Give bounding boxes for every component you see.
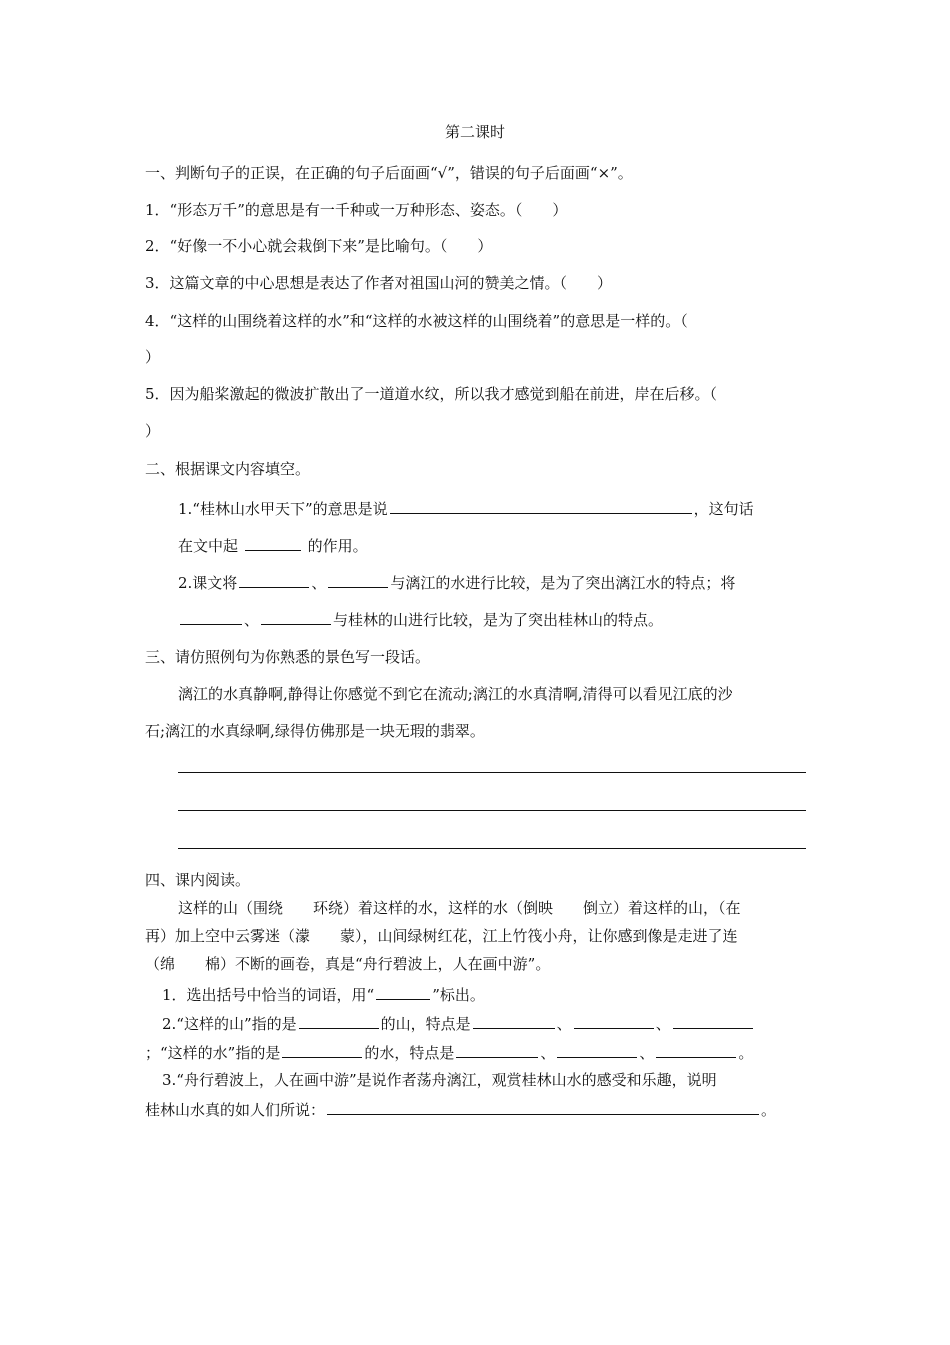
reading-question-1: 1．选出括号中恰当的词语，用“ ”标出。: [162, 986, 485, 1004]
answer-blank[interactable]: [239, 572, 309, 588]
section-1-heading: 一、判断句子的正误，在正确的句子后面画“√”，错误的句子后面画“×”。: [145, 164, 633, 182]
answer-blank[interactable]: [327, 1099, 759, 1115]
answer-blank[interactable]: [299, 1013, 379, 1029]
reading-passage-line-3: （绵 棉）不断的画卷，真是“舟行碧波上，人在画中游”。: [145, 955, 551, 973]
fill-line-3: 2.课文将 、 与漓江的水进行比较，是为了突出漓江水的特点；将: [178, 574, 736, 592]
fill-line-2: 在文中起 的作用。: [178, 537, 368, 555]
judge-question-4: 4．“这样的山围绕着这样的水”和“这样的水被这样的山围绕着”的意思是一样的。（: [145, 312, 688, 330]
answer-blank[interactable]: [473, 1013, 555, 1029]
section-2-heading: 二、根据课文内容填空。: [145, 460, 311, 478]
answer-blank[interactable]: [180, 609, 242, 625]
answer-blank[interactable]: [376, 984, 430, 1000]
judge-question-5-end: ）: [145, 422, 161, 440]
reading-question-2-cont: ；“这样的水”指的是 的水，特点是 、 、 。: [145, 1044, 754, 1062]
answer-blank[interactable]: [656, 1042, 736, 1058]
writing-line[interactable]: [178, 810, 806, 811]
page-title: 第二课时: [444, 123, 505, 141]
reading-question-2: 2.“这样的山”指的是 的山，特点是 、 、: [162, 1013, 755, 1034]
example-paragraph-line-2: 石;漓江的水真绿啊,绿得仿佛那是一块无瑕的翡翠。: [145, 722, 485, 740]
answer-blank[interactable]: [328, 572, 388, 588]
judge-question-3: 3．这篇文章的中心思想是表达了作者对祖国山河的赞美之情。（ ）: [145, 274, 613, 292]
reading-question-3-cont: 桂林山水真的如人们所说： 。: [145, 1101, 777, 1119]
section-3-heading: 三、请仿照例句为你熟悉的景色写一段话。: [145, 648, 431, 666]
answer-blank[interactable]: [390, 498, 692, 514]
writing-line[interactable]: [178, 848, 806, 849]
judge-question-5: 5．因为船桨激起的微波扩散出了一道道水纹，所以我才感觉到船在前进，岸在后移。（: [145, 385, 718, 403]
reading-passage-line-2: 再）加上空中云雾迷（濛 蒙），山间绿树红花，江上竹筏小舟，让你感到像是走进了连: [145, 927, 738, 945]
answer-blank[interactable]: [557, 1042, 637, 1058]
reading-question-3: 3.“舟行碧波上，人在画中游”是说作者荡舟漓江，观赏桂林山水的感受和乐趣，说明: [162, 1071, 717, 1089]
answer-blank[interactable]: [574, 1013, 654, 1029]
judge-question-4-end: ）: [145, 348, 161, 366]
answer-blank[interactable]: [245, 535, 301, 551]
answer-blank[interactable]: [456, 1042, 538, 1058]
reading-passage-line-1: 这样的山（围绕 环绕）着这样的水，这样的水（倒映 倒立）着这样的山，（在: [178, 899, 741, 917]
judge-question-1: 1．“形态万千”的意思是有一千种或一万种形态、姿态。（ ）: [145, 201, 568, 219]
judge-question-2: 2．“好像一不小心就会栽倒下来”是比喻句。（ ）: [145, 237, 493, 255]
fill-line-4: 、 与桂林的山进行比较，是为了突出桂林山的特点。: [178, 609, 663, 630]
section-4-heading: 四、课内阅读。: [145, 871, 251, 889]
answer-blank[interactable]: [282, 1042, 362, 1058]
writing-line[interactable]: [178, 772, 806, 773]
fill-line-1: 1.“桂林山水甲天下”的意思是说 ，这句话: [178, 500, 754, 518]
answer-blank[interactable]: [261, 609, 331, 625]
example-paragraph-line-1: 漓江的水真静啊,静得让你感觉不到它在流动;漓江的水真清啊,清得可以看见江底的沙: [178, 685, 733, 703]
answer-blank[interactable]: [673, 1013, 753, 1029]
